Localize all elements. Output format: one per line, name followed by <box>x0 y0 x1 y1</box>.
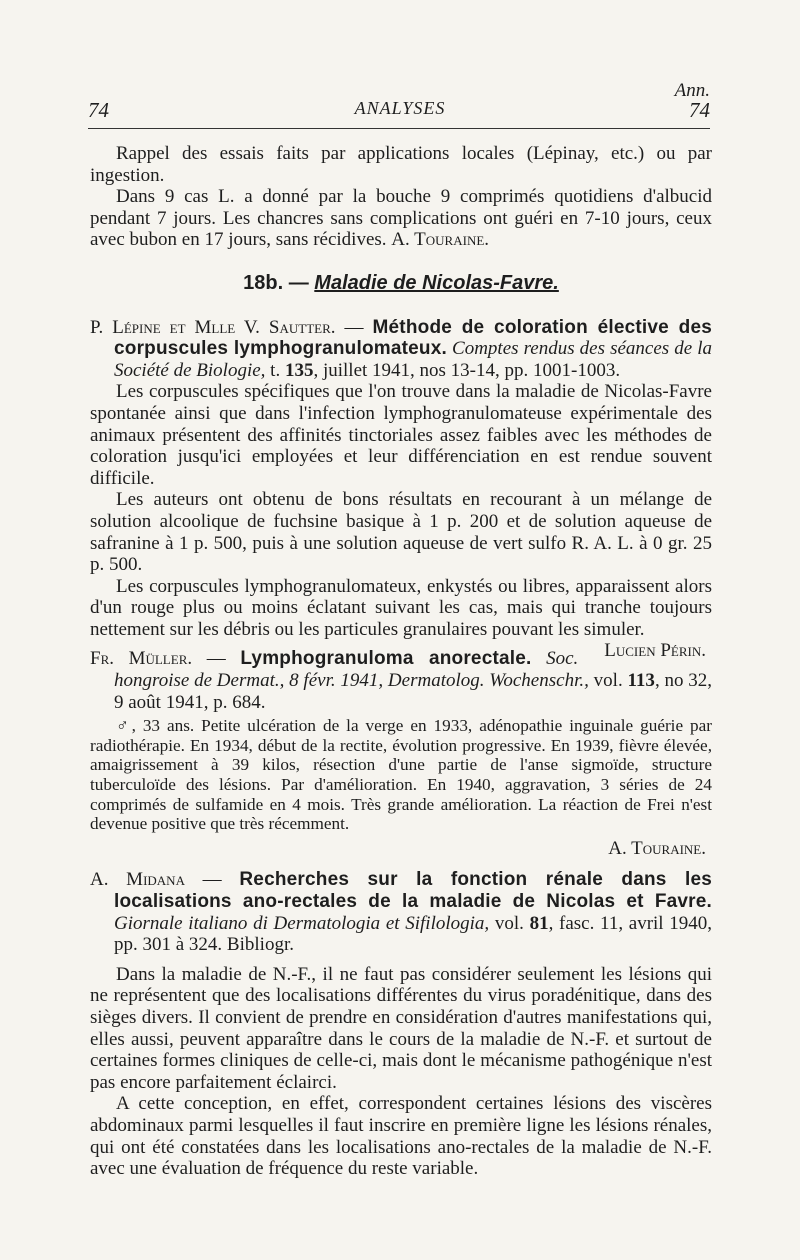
section-heading <box>90 273 712 295</box>
page-content <box>90 143 712 1180</box>
annotation-ann: Ann. <box>674 80 710 101</box>
intro-paragraph-1: Rappel des essais faits par applications locales (Lépinay, etc.) ou par ingestion. <box>90 143 712 186</box>
article-2-paragraph-1: ♂, 33 ans. Petite ulcération de la verge en 1933, adénopathie inguinale guérie par radiothérapie. En 1934, début de la rectite, évolution progressive. En 1939, fièvre élevée, amaigrissement à 39 kilos, résection d'une partie de l'anse sigmoïde, structure tuberculoïde des lésions. Par d'amélioration. En 1940, aggravation, 3 séries de 24 comprimés de sulfamide en 4 mois. Très grande amélioration. La réaction de Frei n'est devenue positive que très récemment. <box>90 716 712 834</box>
article-2-vol-prefix: vol. <box>588 670 628 692</box>
article-2-authors: Fr. Müller. — <box>90 648 241 670</box>
article-1-journal: Comptes rendus des séances de la Société de Biologie, <box>114 338 712 381</box>
article-3-paragraph-1: Dans la maladie de N.-F., il ne faut pas considérer seulement les lésions qui ne représentent que des localisations différentes du virus poradénitique, dans des sièges divers. Il convient de prendre en considération d'autres manifestations qui, elles aussi, peuvent apparaître dans le cours de la maladie de N.-F. et surtout de certaines formes cliniques de celle-ci, mais dont le mécanisme pathogénique n'est pas encore parfaitement éclairci. <box>90 963 712 1093</box>
article-2-ref-rest: , no 32, 9 août 1941, p. 684. <box>114 670 713 713</box>
section-number: 18b. — <box>243 271 315 294</box>
article-3-journal: Giornale italiano di Dermatologia et Sifilologia, <box>114 912 490 934</box>
header-rule <box>88 128 710 129</box>
section-title: Maladie de Nicolas-Favre. <box>314 271 559 294</box>
article-1-paragraph-2: Les auteurs ont obtenu de bons résultats en recourant à un mélange de solution alcoolique de fuchsine basique à 1 p. 200 et de solution aqueuse de safranine à 1 p. 500, puis à une solution aqueuse de vert sulfo R. A. L. à 0 gr. 25 p. 500. <box>90 489 712 576</box>
article-2-journal: Soc. hongroise de Dermat., 8 févr. 1941, Dermatolog. Wochenschr., <box>114 648 589 692</box>
article-1-title: Méthode de coloration élective des corpuscules lymphogranulomateux. <box>114 316 712 360</box>
article-3-ref-rest: , fasc. 11, avril 1940, pp. 301 à 324. Bibliogr. <box>114 912 713 956</box>
intro-paragraph-2 <box>90 186 712 251</box>
article-1-ref-rest: , juillet 1941, nos 13-14, pp. 1001-1003. <box>313 359 621 381</box>
intro-signature: A. Touraine. <box>391 229 490 251</box>
article-1-paragraph-3-text: Les corpuscules lymphogranulomateux, enkystés ou libres, apparaissent alors d'un rouge plus ou moins éclatant suivant les cas, mais qui tranche toujours nettement sur les débris ou les particules granulaires pouvant les simuler. <box>90 575 712 640</box>
article-1-volume: 135 <box>284 359 314 381</box>
article-3-reference <box>90 869 712 955</box>
article-3-vol-prefix: vol. <box>489 912 530 934</box>
page-number-left: 74 <box>88 98 109 122</box>
article-3-paragraph-2: A cette conception, en effet, correspondent certaines lésions des viscères abdominaux parmi lesquelles il faut inscrire en première ligne les lésions rénales, qui ont été constatées dans les localisations ano-rectales de la maladie de N.-F. avec une évaluation de fréquence du reste variable. <box>90 1093 712 1180</box>
article-1-vol-prefix: t. <box>265 359 285 381</box>
article-3-title: Recherches sur la fonction rénale dans les localisations ano-rectales de la maladie de Nicolas et Favre. <box>114 869 712 912</box>
article-3-volume: 81 <box>529 912 549 934</box>
article-3-authors: A. Midana — <box>90 869 240 891</box>
page-number-right: 74 <box>689 98 710 122</box>
article-1-paragraph-1: Les corpuscules spécifiques que l'on trouve dans la maladie de Nicolas-Favre spontanée ainsi que dans l'infection lymphogranulomateuse expérimentale des animaux présentent des affinités tinctoriales assez faibles avec les méthodes de coloration jusqu'ici employées et leur différenciation en est rendue souvent difficile. <box>90 381 712 489</box>
intro-paragraph-2-text: Dans 9 cas L. a donné par la bouche 9 comprimés quotidiens d'albucid pendant 7 jours. Les chancres sans complications ont guéri en 7-10 jours, ceux avec bubon en 17 jours, sans récidives. <box>90 186 712 251</box>
article-1-reference <box>90 317 712 382</box>
article-1-authors: P. Lépine et Mlle V. Sautter. — <box>90 316 373 338</box>
article-2-signature: A. Touraine. <box>608 837 706 859</box>
article-2-volume: 113 <box>627 670 655 692</box>
running-title: ANALYSES <box>354 98 446 118</box>
article-2-title: Lymphogranuloma anorectale. <box>240 648 532 670</box>
article-1-signature: Lucien Périn. <box>604 640 706 662</box>
